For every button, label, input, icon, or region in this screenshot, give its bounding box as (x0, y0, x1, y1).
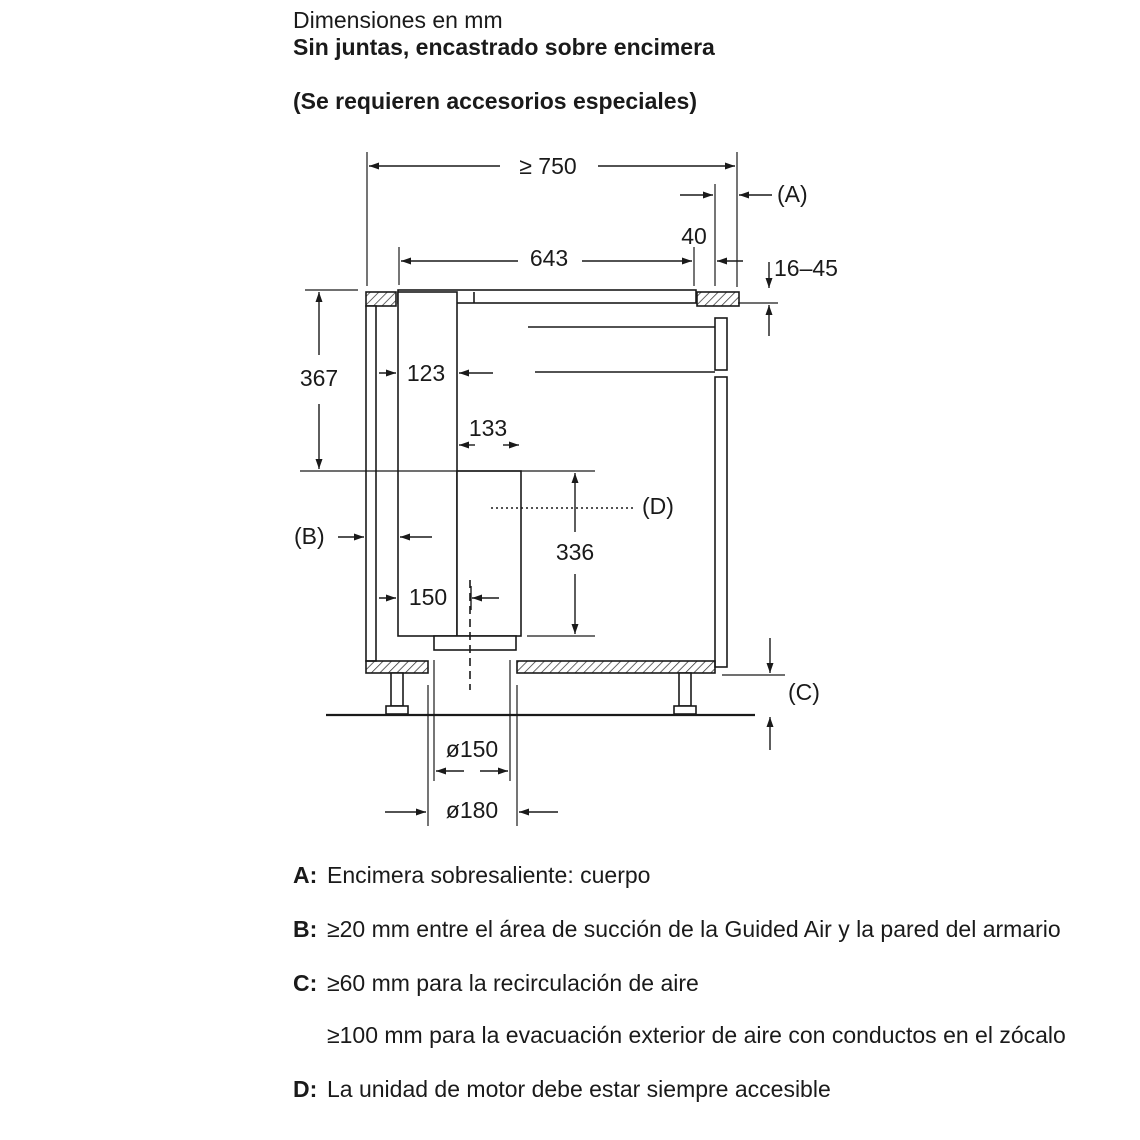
legend-text: ≥60 mm para la recirculación de aire (327, 970, 699, 996)
legend-text: La unidad de motor debe estar siempre accesible (327, 1076, 831, 1102)
label-width-total: ≥ 750 (519, 153, 577, 179)
label-worktop-thickness: 16–45 (774, 255, 838, 281)
cabinet-drawing (326, 290, 755, 715)
legend-key: A: (293, 862, 318, 888)
label-plinth-c: (C) (788, 679, 820, 705)
motor-unit (457, 471, 521, 636)
label-depth-367: 367 (299, 365, 339, 391)
legend-key: D: (293, 1076, 318, 1102)
label-duct-150: ø150 (445, 736, 499, 762)
legend-text: ≥100 mm para la evacuación exterior de aire con conductos en el zócalo (327, 1022, 1066, 1048)
label-hob-width: 643 (529, 245, 569, 271)
drawer-front-upper (715, 318, 727, 370)
cabinet-floor-left (366, 661, 428, 673)
cabinet-side-left (366, 306, 376, 661)
foot-right (674, 706, 696, 714)
label-duct-180: ø180 (445, 797, 499, 823)
label-motor-unit-d: (D) (642, 493, 674, 519)
leg-right (679, 673, 691, 706)
cabinet-front (715, 377, 727, 667)
label-offset-40: 40 (681, 223, 707, 249)
legend-key: C: (293, 970, 318, 996)
label-dim-133: 133 (468, 415, 508, 441)
motor-outlet (434, 636, 516, 650)
leg-left (391, 673, 403, 706)
label-dim-150: 150 (408, 584, 448, 610)
legend-text: Encimera sobresaliente: cuerpo (327, 862, 651, 888)
worktop-right (697, 292, 739, 306)
legend-text: ≥20 mm entre el área de succión de la Guided Air y la pared del armario (327, 916, 1061, 942)
foot-left (386, 706, 408, 714)
accessories-note: (Se requieren accesorios especiales) (293, 88, 697, 114)
legend-key: B: (293, 916, 318, 942)
units-caption: Dimensiones en mm (293, 7, 503, 33)
diagram-title: Sin juntas, encastrado sobre encimera (293, 34, 715, 60)
worktop-left (366, 292, 396, 306)
label-dim-336: 336 (555, 539, 595, 565)
cabinet-floor-right (517, 661, 715, 673)
label-overhang-a: (A) (777, 181, 808, 207)
label-gap-b: (B) (294, 523, 325, 549)
label-dim-123: 123 (406, 360, 446, 386)
